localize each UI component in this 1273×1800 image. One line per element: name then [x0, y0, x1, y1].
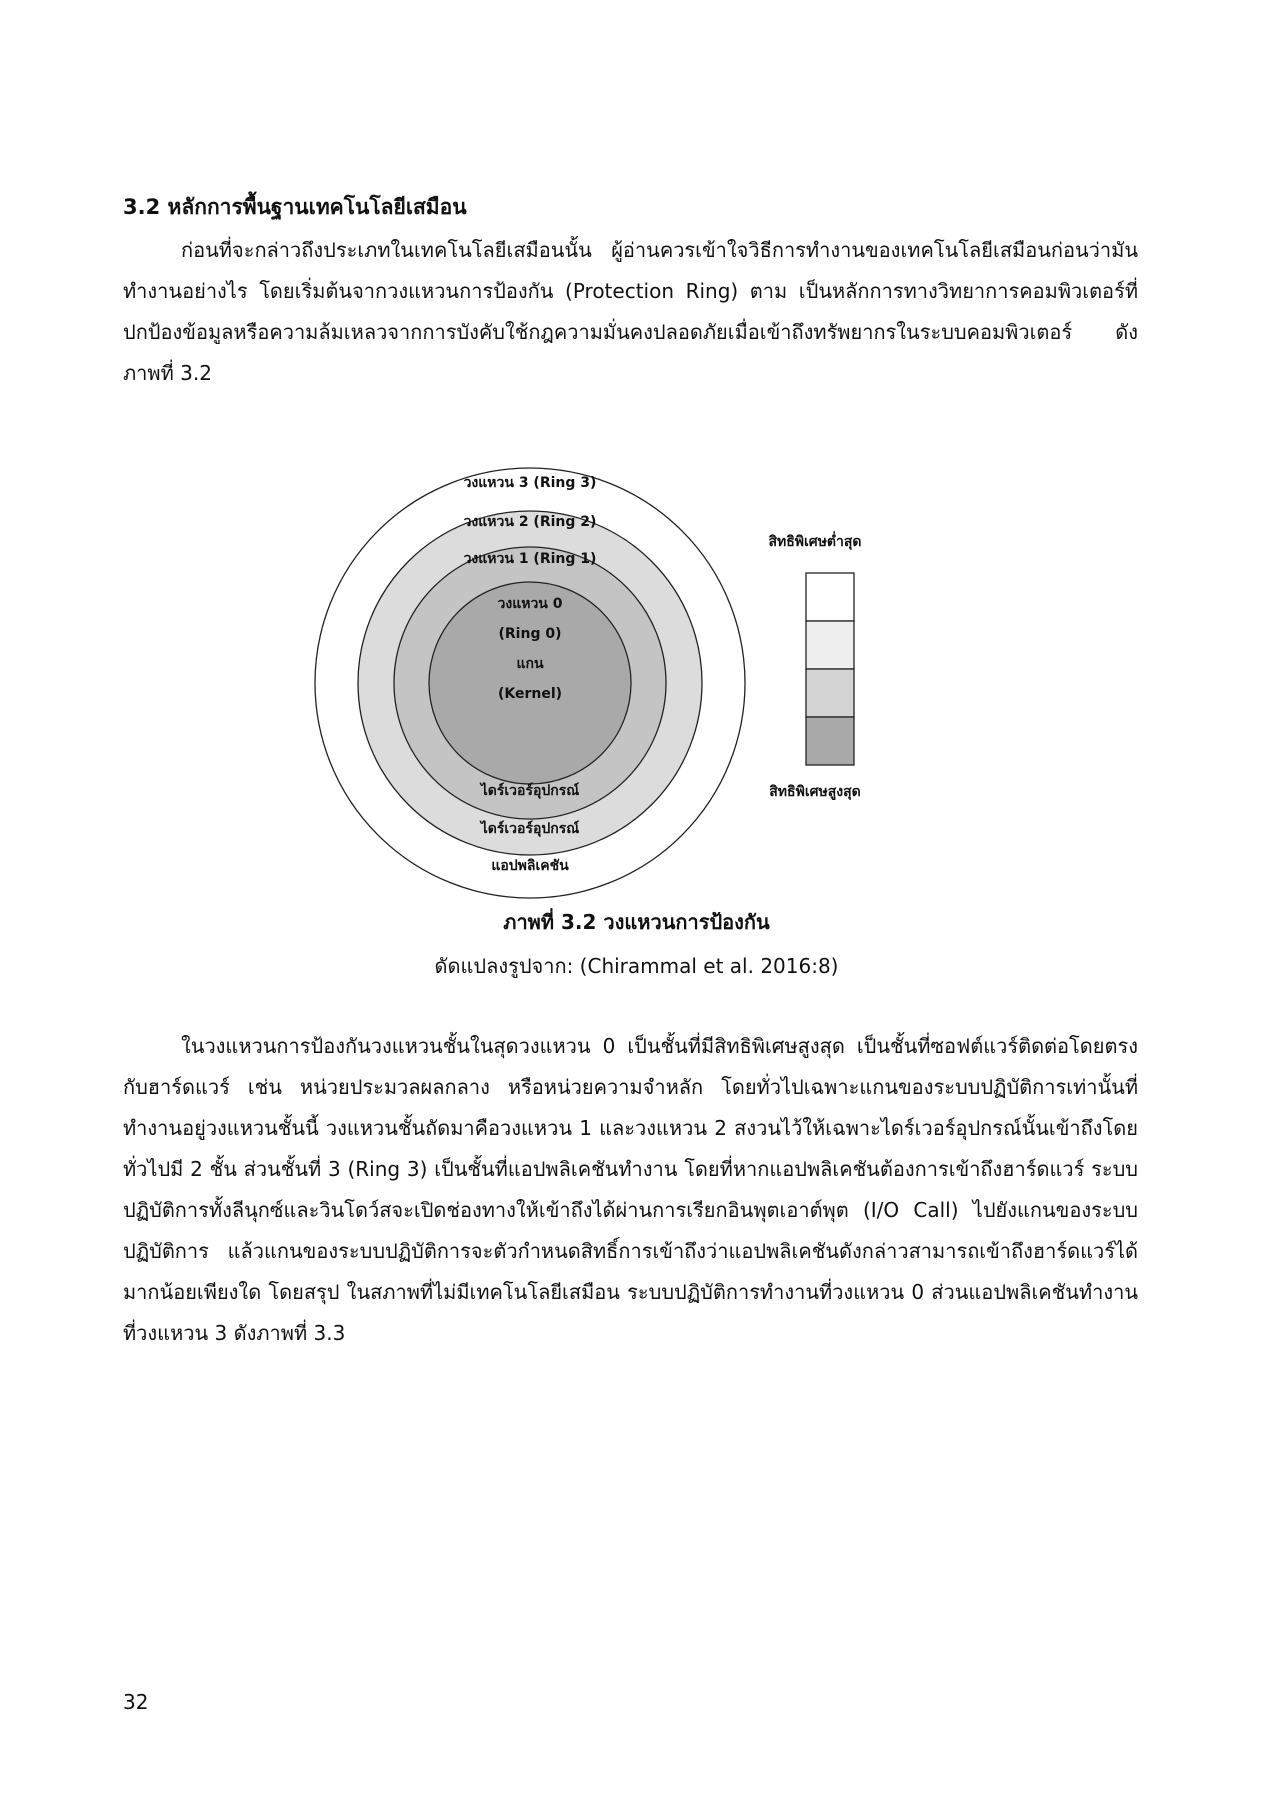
figure-caption: ภาพที่ 3.2 วงแหวนการป้องกัน: [503, 910, 770, 934]
ring-2-label: วงแหวน 2 (Ring 2): [463, 514, 597, 530]
legend-cell-lowest: [806, 573, 854, 621]
section-heading: 3.2 หลักการพื้นฐานเทคโนโลยีเสมือน: [123, 195, 467, 219]
legend-cell-highest: [806, 717, 854, 765]
ring-2-bottom-label: ไดร์เวอร์อุปกรณ์: [480, 821, 580, 837]
privilege-legend: [806, 573, 854, 765]
ring-0-label-line2: (Ring 0): [498, 626, 562, 642]
paragraph-intro: ก่อนที่จะกล่าวถึงประเภทในเทคโนโลยีเสมือนนั้น ผู้อ่านควรเข้าใจวิธีการทำงานของเทคโนโลยีเสมือนก่อนว่ามันทำงานอย่างไร โดยเริ่มต้นจากวงแหวนการป้องกัน (Protection Ring) ตาม เป็นหลักการทางวิทยาการคอมพิวเตอร์ที่ปกป้องข้อมูลหรือความล้มเหลวจากการบังคับใช้กฎความมั่นคงปลอดภัยเมื่อเข้าถึงทรัพยากรในระบบคอมพิวเตอร์ ดังภาพที่ 3.2: [123, 238, 1138, 385]
legend-cell-low: [806, 621, 854, 669]
ring-0-label-line3: แกน: [516, 656, 544, 672]
ring-0-label-line1: วงแหวน 0: [497, 596, 563, 612]
page-number: 32: [123, 1690, 149, 1714]
legend-cell-high: [806, 669, 854, 717]
ring-3-label: วงแหวน 3 (Ring 3): [463, 475, 597, 491]
ring-0-label-line4: (Kernel): [497, 686, 563, 702]
protection-ring-diagram: [300, 448, 920, 908]
ring-3-bottom-label: แอปพลิเคชัน: [491, 858, 569, 874]
figure-source: ดัดแปลงรูปจาก: (Chirammal et al. 2016:8): [434, 954, 839, 978]
legend-bottom-label: สิทธิพิเศษสูงสุด: [769, 784, 861, 800]
ring-1-bottom-label: ไดร์เวอร์อุปกรณ์: [480, 783, 580, 799]
ring-0: [429, 582, 631, 784]
ring-1-label: วงแหวน 1 (Ring 1): [463, 551, 597, 567]
legend-top-label: สิทธิพิเศษต่ำสุด: [768, 534, 862, 550]
paragraph-rings-explanation: ในวงแหวนการป้องกันวงแหวนชั้นในสุดวงแหวน 0 เป็นชั้นที่มีสิทธิพิเศษสูงสุด เป็นชั้นที่ซอฟต์แวร์ติดต่อโดยตรงกับฮาร์ดแวร์ เช่น หน่วยประมวลผลกลาง หรือหน่วยความจำหลัก โดยทั่วไปเฉพาะแกนของระบบปฏิบัติการเท่านั้นที่ทำงานอยู่วงแหวนชั้นนี้ วงแหวนชั้นถัดมาคือวงแหวน 1 และวงแหวน 2 สงวนไว้ให้เฉพาะไดร์เวอร์อุปกรณ์นั้นเข้าถึงโดยทั่วไปมี 2 ชั้น ส่วนชั้นที่ 3 (Ring 3) เป็นชั้นที่แอปพลิเคชันทำงาน โดยที่หากแอปพลิเคชันต้องการเข้าถึงฮาร์ดแวร์ ระบบปฏิบัติการทั้งลีนุกซ์และวินโดว์สจะเปิดช่องทางให้เข้าถึงได้ผ่านการเรียกอินพุตเอาต์พุต (I/O Call) ไปยังแกนของระบบปฏิบัติการ แล้วแกนของระบบปฏิบัติการจะตัวกำหนดสิทธิ์การเข้าถึงว่าแอปพลิเคชันดังกล่าวสามารถเข้าถึงฮาร์ดแวร์ได้มากน้อยเพียงใด โดยสรุป ในสภาพที่ไม่มีเทคโนโลยีเสมือน ระบบปฏิบัติการทำงานที่วงแหวน 0 ส่วนแอปพลิเคชันทำงานที่วงแหวน 3 ดังภาพที่ 3.3: [123, 1034, 1138, 1345]
